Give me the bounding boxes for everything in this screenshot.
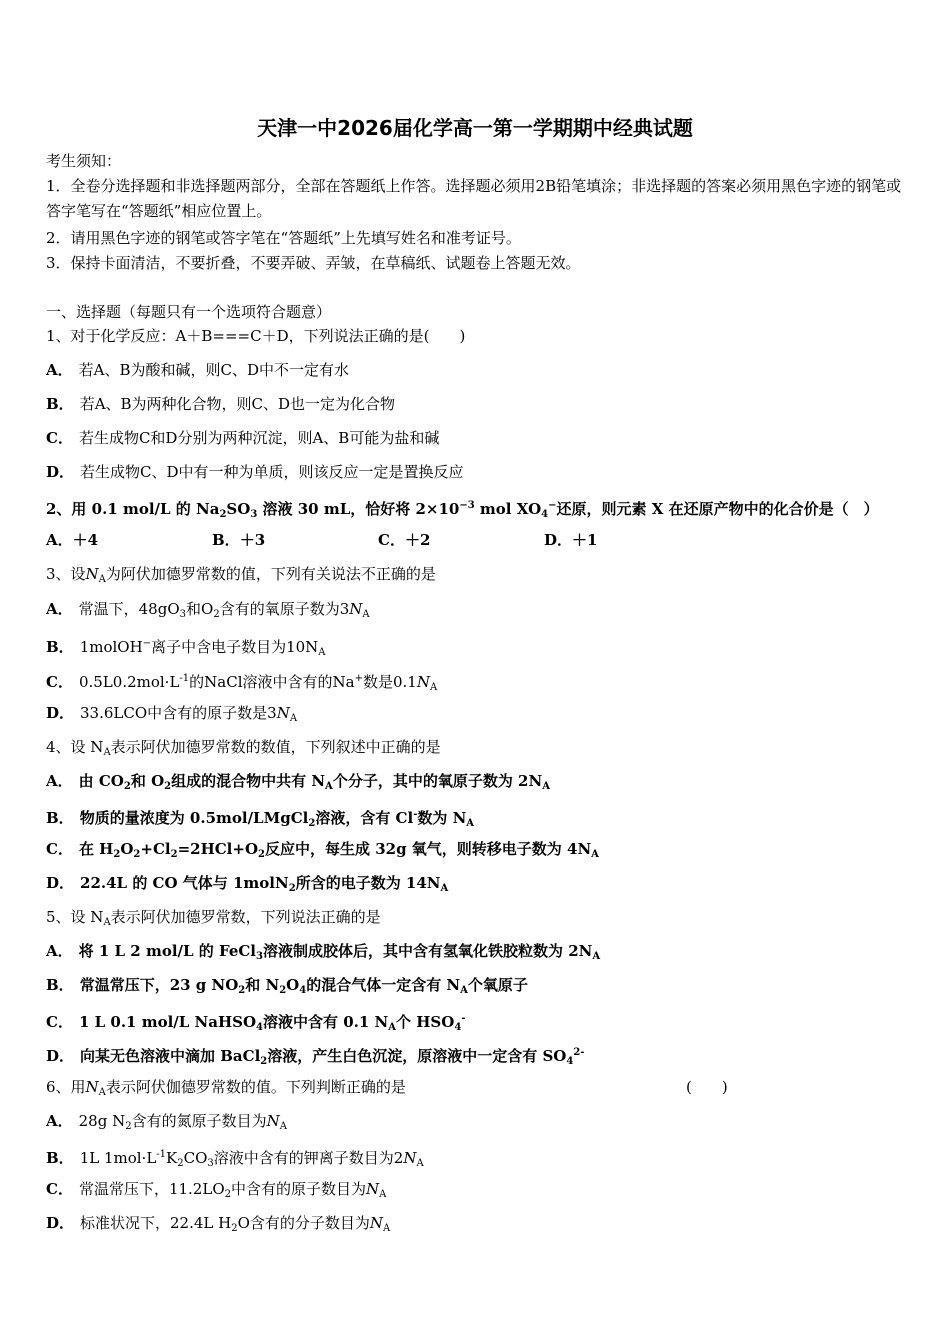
option-text: 和 O: [130, 772, 165, 790]
notice-item-3: 3．保持卡面清洁，不要折叠，不要弄破、弄皱，在草稿纸、试题卷上答题无效。: [46, 254, 581, 272]
option-text: 数是0.1: [362, 673, 417, 691]
q4-option-c: [46, 838, 599, 866]
q3-option-a: [46, 598, 370, 626]
option-label: B．: [46, 976, 74, 994]
option-text: 0.5L0.2mol·L: [78, 673, 180, 691]
option-text: 将 1 L 2 mol/L 的 FeCl: [78, 942, 257, 960]
option-text: 1L 1mol·L: [79, 1149, 157, 1167]
option-text: ＋4: [72, 531, 99, 549]
option-text: 含有的氮原子数目为: [131, 1112, 267, 1130]
option-label: D．: [46, 1047, 75, 1065]
option-label: C．: [46, 1180, 73, 1198]
option-text: K: [166, 1149, 178, 1167]
option-label: B．: [46, 809, 74, 827]
option-text: 反应中，每生成 32g 氧气，则转移电子数为 4N: [264, 840, 592, 858]
subscript: A: [440, 883, 449, 894]
option-label: B．: [212, 531, 240, 549]
q2-option-d: [544, 529, 710, 551]
subscript: 2: [231, 1223, 238, 1234]
option-text: 常温常压下，23 g NO: [79, 976, 239, 994]
option-text: 含有的氧原子数为3: [219, 600, 350, 618]
stem-text: 表示阿伏伽德罗常数的值。下列判断正确的是: [105, 1078, 406, 1096]
subscript: A: [592, 951, 601, 962]
option-label: C．: [378, 531, 405, 549]
option-text: 常温下，48gO: [78, 600, 180, 618]
stem-text: 5、设 N: [46, 908, 104, 926]
superscript: 2-: [573, 1047, 585, 1058]
option-label: A．: [46, 1112, 73, 1130]
notice-item-2: 2．请用黑色字迹的钢笔或答字笔在“答题纸”上先填写姓名和准考证号。: [46, 229, 521, 247]
q6-option-a: [46, 1110, 287, 1138]
constant-symbol: N: [349, 600, 363, 618]
option-text: 1molOH: [79, 638, 143, 656]
subscript: A: [318, 647, 326, 658]
subscript: 2: [113, 849, 121, 860]
option-label: B．: [46, 638, 74, 656]
subscript: 4: [454, 1022, 462, 1033]
stem-text: 表示阿伏加德罗常数，下列说法正确的是: [110, 908, 381, 926]
q1-option-d: [46, 461, 464, 483]
subscript: 2: [164, 781, 172, 792]
option-text: ＋2: [404, 531, 431, 549]
option-label: A．: [46, 772, 73, 790]
constant-symbol: N: [369, 1214, 384, 1232]
option-label: D．: [46, 1214, 75, 1232]
stem-text: 表示阿伏加德罗常数的数值，下列叙述中正确的是: [110, 738, 441, 756]
option-label: D．: [46, 704, 75, 722]
option-label: C．: [46, 429, 73, 447]
subscript: A: [98, 1087, 106, 1098]
subscript: A: [289, 713, 298, 724]
notice-heading: 考生须知：: [46, 152, 122, 170]
option-text: 1 L 0.1 mol/L NaHSO: [78, 1013, 257, 1031]
option-text: 个氧原子: [467, 976, 528, 994]
option-text: 28g N: [78, 1112, 126, 1130]
option-text: 由 CO: [78, 772, 124, 790]
option-text: 若生成物C和D分别为两种沉淀，则A、B可能为盐和碱: [78, 429, 440, 447]
option-text: CO: [183, 1149, 208, 1167]
option-label: A．: [46, 942, 73, 960]
stem-text: 6、用: [46, 1078, 86, 1096]
option-text: 和O: [186, 600, 214, 618]
stem-text: 4、设 N: [46, 738, 104, 756]
option-text: 在 H: [78, 840, 114, 858]
option-text: 若A、B为两种化合物，则C、D也一定为化合物: [79, 395, 396, 413]
option-text: O含有的分子数目为: [237, 1214, 370, 1232]
subscript: A: [362, 609, 370, 620]
option-label: C．: [46, 840, 73, 858]
option-text: 离子中含电子数目为10N: [151, 638, 319, 656]
q1-stem: 1、对于化学反应：A＋B===C＋D，下列说法正确的是( ): [46, 327, 466, 345]
subscript: 3: [256, 951, 263, 962]
option-label: B．: [46, 1149, 74, 1167]
superscript: +: [354, 673, 363, 684]
q6-option-b: [46, 1144, 424, 1175]
stem-text: 还原，则元素 X 在还原产物中的化合价是（ ）: [556, 500, 879, 518]
stem-text: mol XO: [474, 500, 542, 518]
subscript: 2: [279, 985, 287, 996]
subscript: A: [429, 682, 438, 693]
constant-symbol: N: [85, 565, 99, 583]
subscript: 2: [125, 1121, 132, 1132]
option-text: O: [286, 976, 300, 994]
q5-option-c: [46, 1008, 465, 1039]
subscript: 2: [177, 1158, 184, 1169]
stem-text: SO: [226, 500, 251, 518]
q1-option-b: [46, 393, 395, 415]
subscript: 4: [256, 1022, 263, 1033]
q4-option-a: [46, 770, 550, 798]
option-text: =2HCl+O: [177, 840, 259, 858]
subscript: A: [103, 747, 111, 758]
subscript: A: [325, 781, 333, 792]
q5-option-b: [46, 974, 528, 1002]
q5-stem: [46, 906, 381, 934]
q3-option-c: [46, 668, 437, 699]
option-text: 个 HSO: [396, 1013, 455, 1031]
q1-option-c: [46, 427, 439, 449]
constant-symbol: N: [416, 673, 430, 691]
option-text: ＋3: [239, 531, 266, 549]
option-text: ＋1: [572, 531, 598, 549]
option-text: 的NaCl溶液中含有的Na: [189, 673, 355, 691]
superscript: -: [413, 809, 418, 820]
stem-text: 溶液 30 mL，恰好将 2×10: [257, 500, 460, 518]
notice-item-1: 1．全卷分选择题和非选择题两部分，全部在答题纸上作答。选择题必须用2B铅笔填涂；非选择题的答案必须用黑色字迹的钢笔或答字笔写在“答题纸”相应位置上。: [46, 177, 902, 220]
option-text: 标准状况下，22.4L H: [80, 1214, 232, 1232]
option-text: 若生成物C、D中有一种为单质，则该反应一定是置换反应: [80, 463, 464, 481]
subscript: A: [379, 1189, 387, 1200]
q1-option-a: [46, 359, 349, 381]
option-text: 溶液中含有的钾离子数目为2: [213, 1149, 404, 1167]
option-text: 的混合气体一定含有 N: [306, 976, 461, 994]
q6-stem: [46, 1076, 406, 1104]
subscript: 2: [133, 849, 141, 860]
option-text: 溶液制成胶体后，其中含有氢氧化铁胶粒数为 2N: [262, 942, 593, 960]
option-text: 溶液中含有 0.1 N: [263, 1013, 389, 1031]
option-text: 所含的电子数为 14N: [295, 874, 441, 892]
subscript: 2: [123, 781, 131, 792]
subscript: A: [460, 985, 468, 996]
subscript: 2: [288, 883, 296, 894]
subscript: A: [98, 574, 106, 585]
subscript: A: [388, 1022, 397, 1033]
subscript: 2: [213, 609, 220, 620]
subscript: 2: [308, 818, 316, 829]
option-label: B．: [46, 395, 74, 413]
subscript: 3: [179, 609, 187, 620]
constant-symbol: N: [85, 1078, 99, 1096]
stem-text: 为阿伏加德罗常数的值，下列有关说法不正确的是: [105, 565, 436, 583]
q2-option-b: [212, 529, 378, 551]
q5-option-a: [46, 940, 600, 968]
option-text: 溶液，含有 Cl: [315, 809, 414, 827]
constant-symbol: N: [276, 704, 290, 722]
page-title: 天津一中2026届化学高一第一学期期中经典试题: [257, 116, 693, 140]
q4-option-b: [46, 804, 474, 835]
subscript: 2: [170, 849, 178, 860]
option-text: 33.6LCO中含有的原子数是3: [80, 704, 277, 722]
option-text: O: [120, 840, 134, 858]
constant-symbol: N: [266, 1112, 280, 1130]
subscript: 4: [541, 509, 549, 520]
superscript: -1: [156, 1149, 167, 1160]
option-text: +Cl: [140, 840, 171, 858]
subscript: 2: [238, 985, 246, 996]
subscript: 4: [299, 985, 307, 996]
option-label: C．: [46, 673, 73, 691]
q6-answer-paren: ( ): [686, 1078, 728, 1096]
superscript: -: [461, 1013, 466, 1024]
option-text: 中含有的原子数目为: [231, 1180, 367, 1198]
subscript: 2: [219, 509, 227, 520]
q2-stem: [46, 495, 879, 526]
section-heading: 一、选择题（每题只有一个选项符合题意）: [46, 303, 332, 321]
subscript: A: [103, 917, 111, 928]
option-text: 若A、B为酸和碱，则C、D中不一定有水: [78, 361, 350, 379]
option-label: A．: [46, 600, 73, 618]
subscript: 2: [258, 849, 265, 860]
option-label: C．: [46, 1013, 73, 1031]
q2-option-c: [378, 529, 544, 551]
option-text: 和 N: [245, 976, 280, 994]
q6-option-d: [46, 1212, 390, 1240]
subscript: A: [466, 818, 475, 829]
option-text: 常温常压下，11.2LO: [78, 1180, 225, 1198]
q6-option-c: [46, 1178, 386, 1206]
option-text: 组成的混合物中共有 N: [171, 772, 326, 790]
subscript: 4: [566, 1056, 574, 1067]
subscript: 2: [224, 1189, 231, 1200]
subscript: A: [591, 849, 599, 860]
q2-option-a: [46, 529, 212, 551]
subscript: 3: [250, 509, 258, 520]
subscript: A: [542, 781, 550, 792]
option-label: D．: [46, 874, 75, 892]
q3-stem: [46, 563, 436, 591]
option-text: 个分子，其中的氧原子数为 2N: [332, 772, 543, 790]
q3-option-b: [46, 633, 326, 664]
q4-stem: [46, 736, 441, 764]
option-label: A．: [46, 531, 73, 549]
stem-text: 3、设: [46, 565, 86, 583]
subscript: 3: [207, 1158, 214, 1169]
subscript: A: [279, 1121, 287, 1132]
option-label: A．: [46, 361, 73, 379]
option-text: 22.4L 的 CO 气体与 1molN: [80, 874, 289, 892]
superscript: −3: [459, 500, 475, 511]
q4-option-d: [46, 872, 448, 900]
constant-symbol: N: [366, 1180, 380, 1198]
option-text: 数为 N: [417, 809, 467, 827]
subscript: 2: [260, 1056, 268, 1067]
superscript: -1: [179, 673, 190, 684]
subscript: A: [416, 1158, 424, 1169]
option-label: D．: [544, 531, 573, 549]
superscript: −: [548, 500, 557, 511]
superscript: −: [142, 638, 152, 649]
subscript: A: [383, 1223, 391, 1234]
option-text: 物质的量浓度为 0.5mol/LMgCl: [79, 809, 309, 827]
q2-options: [46, 529, 710, 551]
stem-text: 2、用 0.1 mol/L 的 Na: [46, 500, 220, 518]
q5-option-d: [46, 1042, 584, 1073]
constant-symbol: N: [403, 1149, 417, 1167]
option-label: D．: [46, 463, 75, 481]
option-text: 向某无色溶液中滴加 BaCl: [80, 1047, 261, 1065]
option-text: 溶液，产生白色沉淀，原溶液中一定含有 SO: [267, 1047, 567, 1065]
q3-option-d: [46, 702, 297, 730]
